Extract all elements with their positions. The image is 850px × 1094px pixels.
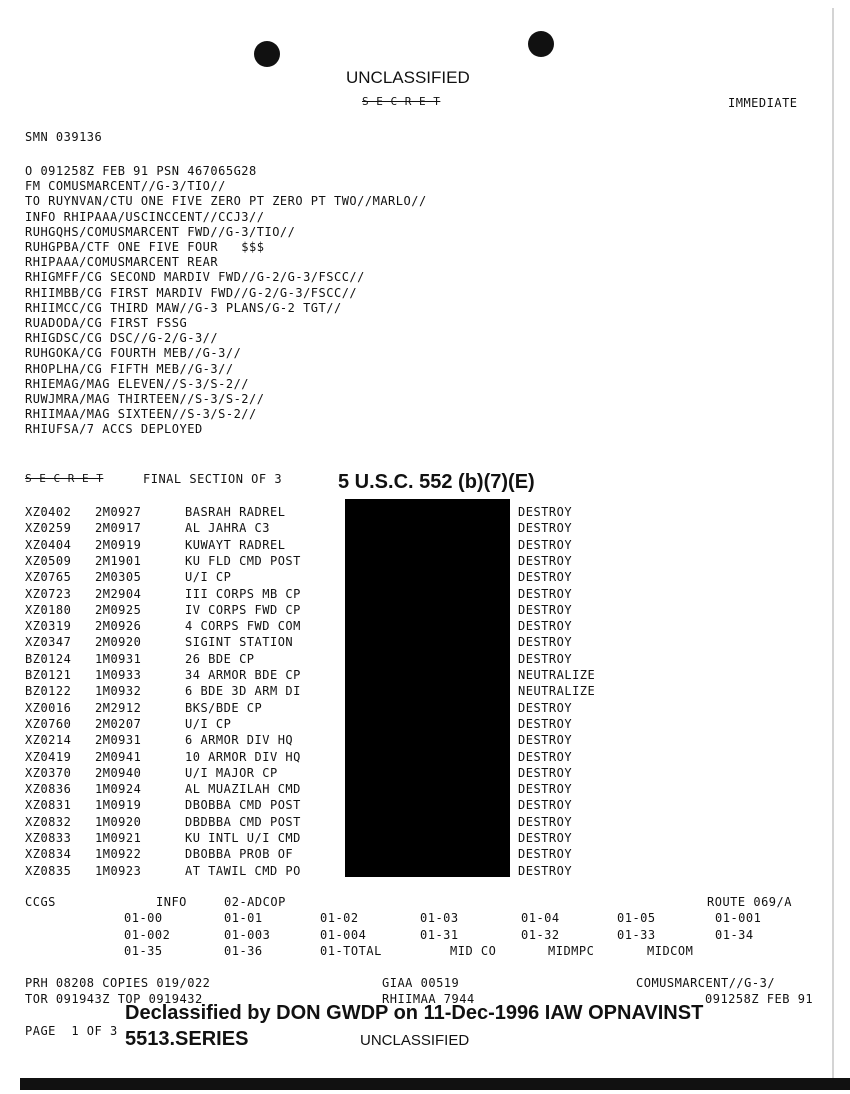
target-id: XZ0835 xyxy=(25,863,72,878)
adcop-label: 02-ADCOP xyxy=(224,895,286,909)
target-id: XZ0831 xyxy=(25,798,72,813)
routing-line: RHIIMBB/CG FIRST MARDIV FWD//G-2/G-3/FSCC// xyxy=(25,285,358,300)
target-action: DESTROY xyxy=(518,765,573,780)
target-id: XZ0832 xyxy=(25,814,72,829)
bottom-bar xyxy=(20,1078,850,1090)
target-grid: 2M0917 xyxy=(95,521,142,536)
precedence: IMMEDIATE xyxy=(728,96,798,110)
target-action: DESTROY xyxy=(518,505,573,519)
section-label: FINAL SECTION OF 3 xyxy=(143,472,283,486)
target-name: AL JAHRA C3 xyxy=(185,521,270,536)
dist-code: 01-003 xyxy=(224,928,271,942)
target-id: XZ0259 xyxy=(25,521,72,536)
target-id: BZ0121 xyxy=(25,668,72,682)
target-action: NEUTRALIZE xyxy=(518,684,596,699)
dist-code: MIDCOM xyxy=(647,944,694,958)
target-name: DBOBBA CMD POST xyxy=(185,798,301,813)
target-id: XZ0402 xyxy=(25,505,72,519)
dist-code: 01-36 xyxy=(224,944,263,958)
target-name: SIGINT STATION xyxy=(185,635,294,650)
target-action: DESTROY xyxy=(518,700,573,715)
target-name: U/I CP xyxy=(185,716,232,731)
target-name: DBOBBA PROB OF xyxy=(185,847,294,862)
declassification-line-2: 5513.SERIES xyxy=(125,1028,249,1050)
target-action: DESTROY xyxy=(518,521,573,536)
target-grid: 1M0919 xyxy=(95,798,142,813)
routing-line: RHOPLHA/CG FIFTH MEB//G-3// xyxy=(25,361,234,376)
dist-code: 01-03 xyxy=(420,911,459,925)
target-name: 26 BDE CP xyxy=(185,651,255,666)
dist-code: 01-04 xyxy=(521,911,560,925)
routing-line: RHIIMAA/MAG SIXTEEN//S-3/S-2// xyxy=(25,407,257,422)
target-id: BZ0122 xyxy=(25,684,72,699)
target-name: III CORPS MB CP xyxy=(185,586,301,601)
target-id: XZ0765 xyxy=(25,570,72,585)
dist-code: MIDMPC xyxy=(548,944,595,958)
routing-line: RUWJMRA/MAG THIRTEEN//S-3/S-2// xyxy=(25,392,265,406)
target-id: XZ0016 xyxy=(25,700,72,715)
tor-line: TOR 091943Z TOP 0919432 xyxy=(25,992,203,1006)
target-grid: 2M0920 xyxy=(95,635,142,650)
foia-exemption: 5 U.S.C. 552 (b)(7)(E) xyxy=(338,471,535,493)
target-action: DESTROY xyxy=(518,635,573,650)
target-grid: 2M0926 xyxy=(95,619,142,634)
target-name: KU INTL U/I CMD xyxy=(185,831,301,845)
info-label: INFO xyxy=(156,895,187,909)
dist-code: 01-001 xyxy=(715,911,762,925)
dist-code: 01-02 xyxy=(320,911,359,925)
routing-line: INFO RHIPAAA/USCINCCENT//CCJ3// xyxy=(25,209,265,224)
target-name: AL MUAZILAH CMD xyxy=(185,782,301,797)
page-edge xyxy=(832,8,834,1080)
dist-code: 01-35 xyxy=(124,944,163,958)
routing-line: RHIGMFF/CG SECOND MARDIV FWD//G-2/G-3/FSCC// xyxy=(25,270,365,285)
target-grid: 2M1901 xyxy=(95,553,142,568)
routing-line: RUHGPBA/CTF ONE FIVE FOUR $$$ xyxy=(25,240,265,254)
target-id: XZ0214 xyxy=(25,733,72,748)
route-label: ROUTE 069/A xyxy=(707,895,792,909)
dist-code: 01-31 xyxy=(420,928,459,942)
target-grid: 1M0933 xyxy=(95,668,142,682)
target-action: DESTROY xyxy=(518,733,573,748)
target-id: XZ0347 xyxy=(25,635,72,650)
target-grid: 2M0925 xyxy=(95,602,142,617)
target-action: DESTROY xyxy=(518,847,573,862)
target-action: DESTROY xyxy=(518,749,573,764)
ccgs-label: CCGS xyxy=(25,895,56,909)
dist-code: 01-004 xyxy=(320,928,367,942)
declassification-line-1: Declassified by DON GWDP on 11-Dec-1996 IAW OPNAVINST xyxy=(125,1002,704,1024)
target-id: XZ0180 xyxy=(25,602,72,617)
target-action: DESTROY xyxy=(518,570,573,585)
target-id: XZ0319 xyxy=(25,619,72,634)
target-grid: 1M0923 xyxy=(95,863,142,878)
target-grid: 1M0931 xyxy=(95,651,142,666)
target-id: XZ0836 xyxy=(25,782,72,797)
dist-code: 01-32 xyxy=(521,928,560,942)
target-id: XZ0404 xyxy=(25,537,72,552)
routing-line: RHIIMCC/CG THIRD MAW//G-3 PLANS/G-2 TGT// xyxy=(25,300,342,315)
target-id: XZ0419 xyxy=(25,749,72,764)
comus-originator: COMUSMARCENT//G-3/ xyxy=(636,976,776,990)
dtg: 091258Z FEB 91 xyxy=(705,992,814,1006)
target-grid: 2M2912 xyxy=(95,700,142,715)
routing-line: RUADODA/CG FIRST FSSG xyxy=(25,316,188,330)
target-grid: 1M0924 xyxy=(95,782,142,797)
target-grid: 2M0207 xyxy=(95,716,142,731)
target-name: BASRAH RADREL xyxy=(185,505,286,519)
routing-line: RHIUFSA/7 ACCS DEPLOYED xyxy=(25,422,203,437)
dist-code: 01-01 xyxy=(224,911,263,925)
target-name: U/I MAJOR CP xyxy=(185,765,278,780)
dist-code: 01-33 xyxy=(617,928,656,942)
target-name: IV CORPS FWD CP xyxy=(185,602,301,617)
dist-code: MID CO xyxy=(450,944,497,958)
target-action: DESTROY xyxy=(518,651,573,666)
smn-number: SMN 039136 xyxy=(25,130,103,144)
target-id: XZ0723 xyxy=(25,586,72,601)
dist-code: 01-34 xyxy=(715,928,754,942)
target-grid: 1M0920 xyxy=(95,814,142,829)
target-action: DESTROY xyxy=(518,602,573,617)
target-id: XZ0834 xyxy=(25,847,72,862)
target-action: DESTROY xyxy=(518,537,573,552)
giaa-number: GIAA 00519 xyxy=(382,976,460,990)
target-name: KU FLD CMD POST xyxy=(185,553,301,568)
dist-code: 01-00 xyxy=(124,911,163,925)
routing-line: O 091258Z FEB 91 PSN 467065G28 xyxy=(25,164,257,178)
target-grid: 2M0940 xyxy=(95,765,142,780)
target-id: XZ0833 xyxy=(25,831,72,845)
target-name: AT TAWIL CMD PO xyxy=(185,863,301,878)
redaction-block xyxy=(345,499,510,877)
routing-line: RHIGDSC/CG DSC//G-2/G-3// xyxy=(25,331,219,346)
target-name: 4 CORPS FWD COM xyxy=(185,619,301,634)
target-action: DESTROY xyxy=(518,814,573,829)
dist-code: 01-TOTAL xyxy=(320,944,382,958)
punch-hole-right xyxy=(528,31,554,57)
target-name: U/I CP xyxy=(185,570,232,585)
target-name: DBDBBA CMD POST xyxy=(185,814,301,829)
target-action: DESTROY xyxy=(518,863,573,878)
prh-line: PRH 08208 COPIES 019/022 xyxy=(25,976,211,990)
target-id: XZ0509 xyxy=(25,553,72,568)
target-name: BKS/BDE CP xyxy=(185,700,263,715)
target-grid: 2M0919 xyxy=(95,537,142,552)
target-name: 6 ARMOR DIV HQ xyxy=(185,733,294,748)
target-name: 34 ARMOR BDE CP xyxy=(185,668,301,682)
page-number: PAGE 1 OF 3 xyxy=(25,1024,118,1038)
target-name: KUWAYT RADREL xyxy=(185,537,286,552)
routing-line: FM COMUSMARCENT//G-3/TIO// xyxy=(25,179,226,194)
target-id: BZ0124 xyxy=(25,651,72,666)
target-grid: 1M0921 xyxy=(95,831,142,845)
target-id: XZ0370 xyxy=(25,765,72,780)
target-grid: 1M0932 xyxy=(95,684,142,699)
target-action: DESTROY xyxy=(518,782,573,797)
target-grid: 2M0927 xyxy=(95,505,142,519)
target-grid: 1M0922 xyxy=(95,847,142,862)
dist-code: 01-002 xyxy=(124,928,171,942)
target-grid: 2M0305 xyxy=(95,570,142,585)
routing-line: RUHGOKA/CG FOURTH MEB//G-3// xyxy=(25,346,242,361)
target-id: XZ0760 xyxy=(25,716,72,731)
rhiimaa-number: RHIIMAA 7944 xyxy=(382,992,475,1006)
section-secret-stamp: S E C R E T xyxy=(25,472,104,485)
target-action: DESTROY xyxy=(518,553,573,568)
dist-code: 01-05 xyxy=(617,911,656,925)
target-action: DESTROY xyxy=(518,798,573,813)
target-action: DESTROY xyxy=(518,831,573,845)
target-action: NEUTRALIZE xyxy=(518,668,596,682)
routing-line: RHIEMAG/MAG ELEVEN//S-3/S-2// xyxy=(25,376,250,391)
target-grid: 2M0941 xyxy=(95,749,142,764)
classification-bottom: UNCLASSIFIED xyxy=(360,1032,470,1049)
target-grid: 2M2904 xyxy=(95,586,142,601)
routing-line: TO RUYNVAN/CTU ONE FIVE ZERO PT ZERO PT TWO//MARLO// xyxy=(25,194,427,209)
target-grid: 2M0931 xyxy=(95,733,142,748)
target-action: DESTROY xyxy=(518,716,573,731)
target-action: DESTROY xyxy=(518,586,573,601)
classification-top: UNCLASSIFIED xyxy=(346,68,470,87)
target-name: 6 BDE 3D ARM DI xyxy=(185,684,301,699)
routing-line: RUHGQHS/COMUSMARCENT FWD//G-3/TIO// xyxy=(25,224,296,239)
secret-stamp: S E C R E T xyxy=(362,95,441,108)
target-name: 10 ARMOR DIV HQ xyxy=(185,749,301,764)
punch-hole-left xyxy=(254,41,280,67)
target-action: DESTROY xyxy=(518,619,573,634)
routing-line: RHIPAAA/COMUSMARCENT REAR xyxy=(25,255,219,270)
